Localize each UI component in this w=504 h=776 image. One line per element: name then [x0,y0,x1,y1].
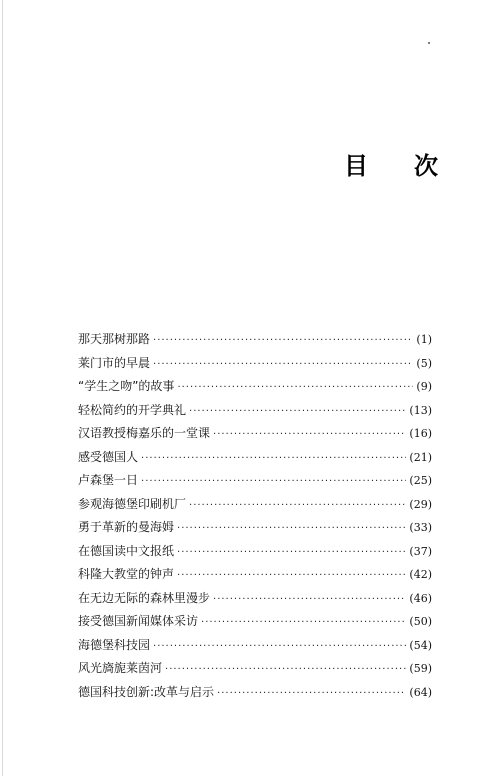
toc-entry-title: 参观海德堡印刷机厂 [78,496,187,511]
toc-dot-leader [165,664,406,675]
toc-entry-title: 风光旖旎莱茵河 [78,661,163,675]
toc-entry-page: (9) [416,380,432,393]
toc-entry [78,330,432,354]
toc-entry [78,401,432,425]
toc-dot-leader [189,500,406,511]
toc-entry-title: 接受德国新闻媒体采访 [78,614,199,628]
toc-entry [78,495,432,519]
toc-entry-page: (50) [409,615,432,628]
toc-entry [78,424,432,448]
toc-entry-page: (33) [409,521,432,534]
toc-entry-title: 在德国读中文报纸 [78,543,175,558]
toc-dot-leader [141,476,406,487]
toc-entry-page: (64) [409,685,432,699]
toc-entry-page: (1) [416,333,432,346]
toc-dot-leader [177,382,413,393]
toc-entry [78,518,432,542]
toc-dot-leader [213,594,406,605]
toc-entry-page: (21) [409,450,432,464]
toc-entry [78,354,432,378]
toc-dot-leader [153,641,406,652]
toc-entry-page: (25) [409,474,432,487]
toc-entry-title: 汉语教授梅嘉乐的一堂课 [78,426,211,440]
toc-entry-title: 感受德国人 [78,449,139,464]
toc-dot-leader [217,688,406,699]
toc-entry-title: 海德堡科技园 [78,637,151,652]
toc-entry-page: (42) [409,568,432,581]
toc-dot-leader [153,359,413,370]
toc-dot-leader [177,570,406,581]
toc-dot-leader [201,617,406,628]
toc-entry-page: (13) [409,403,432,417]
toc-entry-title: 在无边无际的森林里漫步 [78,590,211,605]
scan-speck [428,42,430,44]
toc-entry-title: 勇于革新的曼海姆 [78,520,175,534]
toc-entry [78,683,432,707]
toc-entry-title: 轻松简约的开学典礼 [78,402,187,417]
toc-dot-leader [189,406,406,417]
toc-dot-leader [153,335,413,346]
toc-entry-title: 卢森堡一日 [78,473,139,487]
toc-entry [78,636,432,660]
toc-entry [78,612,432,636]
toc-entry-title: 那天那树那路 [78,332,151,346]
toc-entry-page: (16) [409,427,432,440]
toc-entry-page: (29) [409,497,432,511]
toc-entry [78,471,432,495]
toc-dot-leader [141,453,406,464]
toc-dot-leader [177,523,406,534]
toc-entry [78,589,432,613]
table-of-contents [78,330,432,706]
toc-entry-title: 德国科技创新:改革与启示 [78,684,215,699]
toc-entry [78,542,432,566]
toc-entry [78,377,432,401]
toc-entry-page: (37) [409,544,432,558]
toc-entry [78,659,432,683]
toc-dot-leader [213,429,406,440]
page-title [344,146,438,181]
page-edge-line [2,0,3,776]
title-char-1: 目 [344,151,368,180]
toc-entry-page: (5) [416,356,432,370]
toc-entry-page: (59) [409,662,432,675]
toc-entry-title: 科隆大教堂的钟声 [78,567,175,581]
toc-dot-leader [177,547,406,558]
toc-entry-title: 莱门市的早晨 [78,355,151,370]
toc-entry-title: “学生之吻”的故事 [78,379,175,393]
title-char-2: 次 [414,151,438,180]
toc-entry [78,448,432,472]
toc-entry [78,565,432,589]
toc-entry-page: (54) [409,638,432,652]
toc-entry-page: (46) [409,591,432,605]
